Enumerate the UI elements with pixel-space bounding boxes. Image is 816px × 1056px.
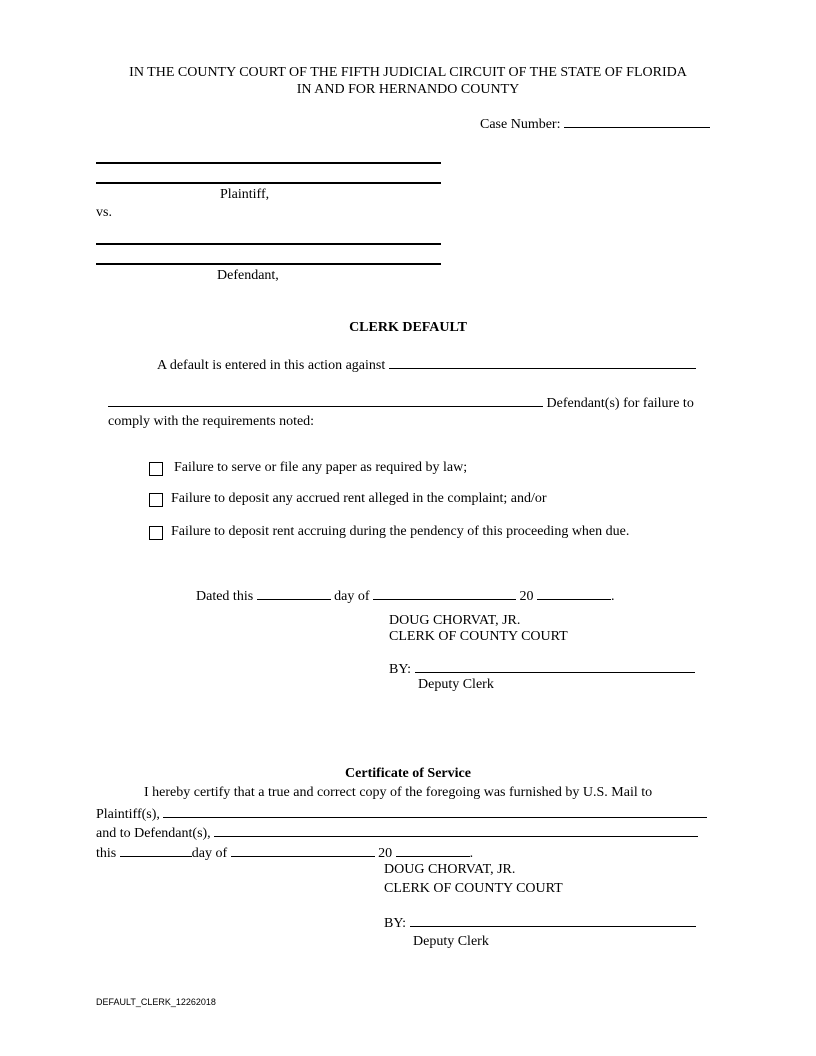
plaintiff-line-1[interactable] [96,162,441,164]
dated-row [196,587,615,606]
deputy-signature-field[interactable] [415,660,695,673]
by-row [389,660,695,679]
defendant-name-field[interactable] [389,356,696,369]
certificate-plaintiffs-field[interactable] [163,805,707,818]
document-title: CLERK DEFAULT [349,320,467,335]
certificate-defendants-field[interactable] [214,824,698,837]
comply-text: comply with the requirements noted: [108,414,315,429]
default-intro-text: A default is entered in this action against [157,358,386,373]
defendant-line-1[interactable] [96,243,441,245]
clerk-name: DOUG CHORVAT, JR. [389,613,521,628]
certificate-signature-field[interactable] [410,914,696,927]
certificate-this-label: this [96,846,117,861]
case-number-row [480,115,710,134]
dated-month-field[interactable] [373,587,516,600]
checkbox-failure-to-serve[interactable] [149,462,163,476]
vs-label: vs. [96,205,112,220]
defendants-failure-text: Defendant(s) for failure to [546,396,694,411]
certificate-period: . [469,846,474,861]
case-number-label: Case Number: [480,117,561,132]
dated-period: . [611,589,615,604]
certificate-day-of-label: day of [191,846,228,861]
dated-day-field[interactable] [257,587,331,600]
dated-this-label: Dated this [196,589,254,604]
checkbox-accrued-rent[interactable] [149,493,163,507]
checkbox-label-2: Failure to deposit any accrued rent alleged in the complaint; and/or [171,491,547,506]
defendant-line-2[interactable] [96,263,441,265]
checkbox-label-3: Failure to deposit rent accruing during the pendency of this proceeding when due. [171,524,630,539]
deputy-clerk-label: Deputy Clerk [418,677,494,692]
by-label: BY: [389,662,412,677]
certify-text: I hereby certify that a true and correct copy of the foregoing was furnished by U.S. Mail to [144,785,653,800]
defendant-label: Defendant, [217,268,279,283]
certificate-defendants-row [96,824,698,843]
certificate-day-field[interactable] [120,844,192,857]
checkbox-label-1: Failure to serve or file any paper as required by law; [174,460,468,475]
defendants-failure-row [108,394,694,413]
certificate-year-field[interactable] [396,844,470,857]
certificate-month-field[interactable] [231,844,375,857]
certificate-plaintiffs-row [96,805,707,824]
plaintiff-label: Plaintiff, [220,187,270,202]
dated-year-prefix: 20 [519,589,534,604]
defendant-name-field-2[interactable] [108,394,543,407]
footer-form-code: DEFAULT_CLERK_12262018 [96,997,216,1007]
certificate-by-label: BY: [384,916,407,931]
checkbox-accruing-rent[interactable] [149,526,163,540]
dated-day-of-label: day of [334,589,370,604]
certificate-by-row [384,914,696,933]
certificate-plaintiffs-label: Plaintiff(s), [96,807,160,822]
certificate-date-row [96,844,473,863]
dated-year-field[interactable] [537,587,611,600]
certificate-title: Certificate of Service [345,766,471,781]
court-header-line2: IN AND FOR HERNANDO COUNTY [296,82,520,97]
clerk-title: CLERK OF COUNTY COURT [389,629,568,644]
certificate-deputy-label: Deputy Clerk [413,934,489,949]
plaintiff-line-2[interactable] [96,182,441,184]
case-number-field[interactable] [564,115,710,128]
certificate-defendants-label: and to Defendant(s), [96,826,211,841]
court-header-line1: IN THE COUNTY COURT OF THE FIFTH JUDICIAL CIRCUIT OF THE STATE OF FLORIDA [129,65,687,80]
default-intro-row [157,356,696,375]
certificate-year-prefix: 20 [378,846,393,861]
certificate-clerk-name: DOUG CHORVAT, JR. [384,862,516,877]
certificate-clerk-title: CLERK OF COUNTY COURT [384,881,563,896]
